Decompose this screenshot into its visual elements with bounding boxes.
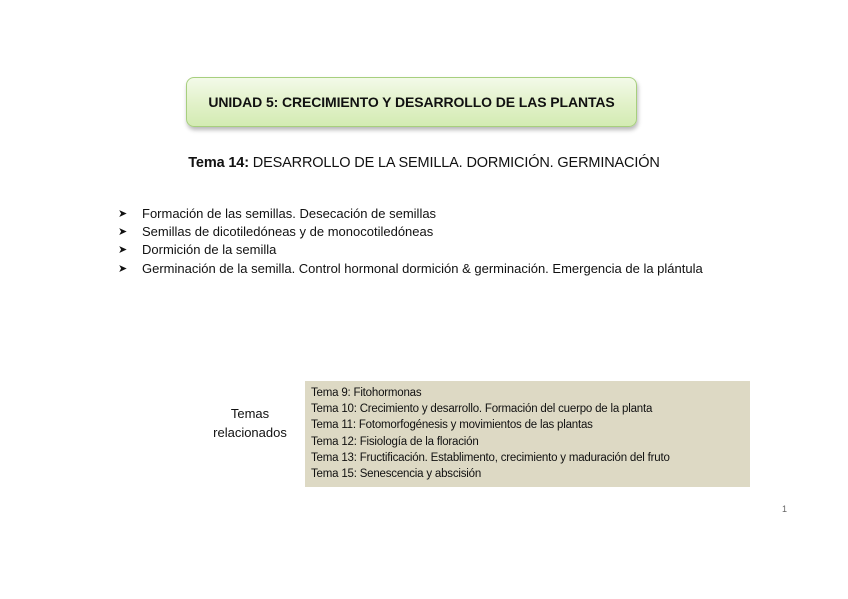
list-item-text: Germinación de la semilla. Control hormonal dormición & germinación. Emergencia de la plántula — [142, 260, 703, 276]
related-topic-item: Tema 13: Fructificación. Establimento, crecimiento y maduración del fruto — [311, 451, 670, 464]
topic-title — [0, 155, 848, 171]
related-topic-item: Tema 15: Senescencia y abscisión — [311, 468, 482, 481]
arrow-bullet-icon: ➤ — [118, 225, 128, 238]
related-topics-label — [200, 404, 300, 442]
list-item — [118, 204, 703, 222]
arrow-bullet-icon: ➤ — [118, 262, 128, 275]
list-item — [118, 259, 703, 277]
related-topic-item: Tema 9: Fitohormonas — [311, 387, 422, 399]
related-label-line: Temas — [230, 406, 270, 421]
arrow-bullet-icon: ➤ — [118, 244, 128, 257]
related-topic-item: Tema 10: Crecimiento y desarrollo. Formación del cuerpo de la planta — [311, 403, 653, 416]
list-item-text: Formación de las semillas. Desecación de semillas — [142, 205, 437, 221]
related-topic-item: Tema 12: Fisiología de la floración — [311, 435, 479, 448]
page-number: 1 — [782, 504, 788, 514]
list-item — [118, 222, 703, 240]
topic-number: Tema 14: — [188, 155, 249, 171]
related-topic-item: Tema 11: Fotomorfogénesis y movimientos de las plantas — [311, 419, 593, 432]
related-label-line: relacionados — [213, 425, 287, 440]
related-topics-box — [305, 381, 750, 487]
list-item-text: Semillas de dicotiledóneas y de monocotiledóneas — [142, 223, 434, 239]
list-item — [118, 241, 703, 259]
unit-title: UNIDAD 5: CRECIMIENTO Y DESARROLLO DE LAS PLANTAS — [208, 94, 615, 110]
topic-bullet-list — [118, 204, 703, 277]
unit-title-box — [186, 77, 637, 127]
topic-name: DESARROLLO DE LA SEMILLA. DORMICIÓN. GERMINACIÓN — [248, 155, 660, 171]
list-item-text: Dormición de la semilla — [142, 242, 277, 258]
arrow-bullet-icon: ➤ — [118, 207, 128, 220]
